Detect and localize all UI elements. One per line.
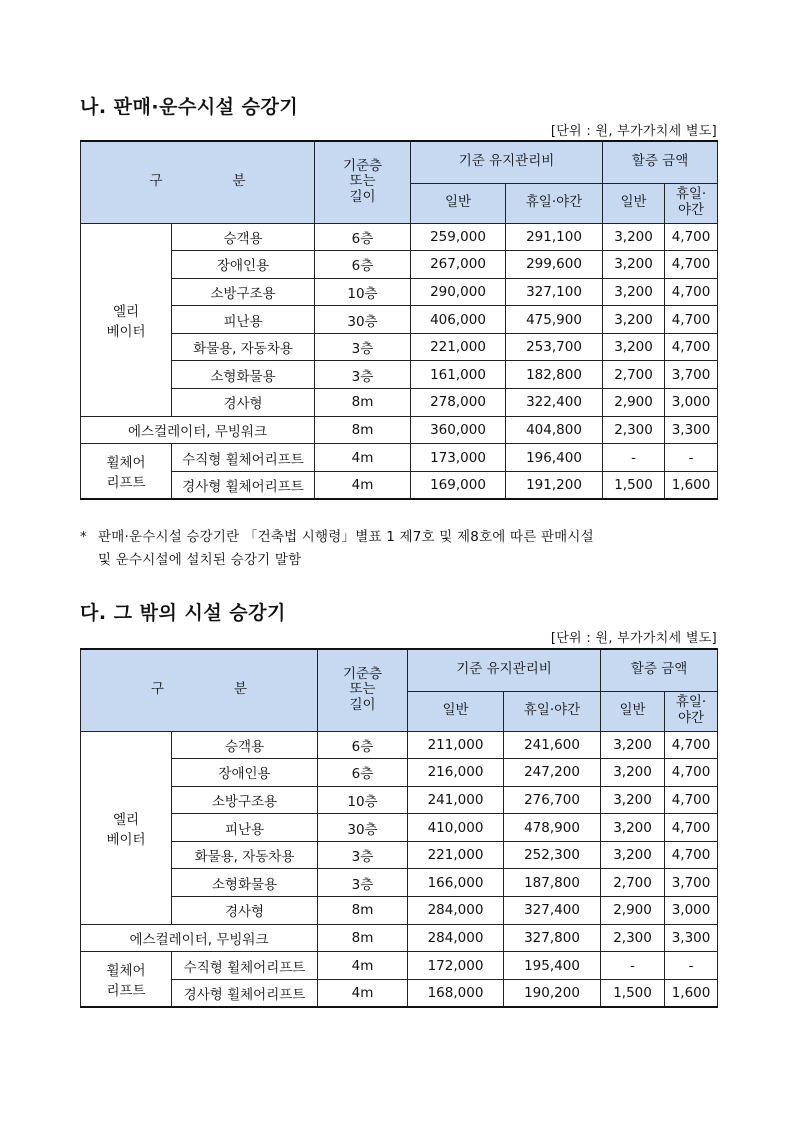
unit-note-sales: [단위 : 원, 부가가치세 별도] — [550, 124, 717, 139]
elevator-group-line: 엘리 — [112, 303, 140, 320]
floors-cell: 3층 — [315, 361, 411, 389]
floors-cell: 4m — [318, 979, 408, 1007]
table-row — [81, 897, 718, 925]
table-row — [81, 471, 718, 499]
fee-normal-cell: 216,000 — [408, 759, 504, 787]
surcharge-normal-cell: 3,200 — [603, 223, 665, 251]
type-cell: 소방구조용 — [172, 278, 315, 306]
fee-normal-cell: 221,000 — [411, 333, 506, 361]
surcharge-holiday-cell: 3,000 — [665, 897, 718, 925]
surcharge-holiday-cell: 4,700 — [665, 278, 718, 306]
surcharge-normal-cell: 2,300 — [601, 924, 665, 952]
fee-holiday-cell: 190,200 — [504, 979, 601, 1007]
fee-normal-cell: 172,000 — [408, 952, 504, 980]
holiday-night-header: 휴일·야간 — [506, 183, 603, 223]
type-cell: 승객용 — [172, 731, 318, 759]
floors-cell: 10층 — [318, 786, 408, 814]
fee-holiday-cell: 191,200 — [506, 471, 603, 499]
floors-header-line: 기준층 — [342, 157, 383, 174]
surcharge-normal-cell: 2,900 — [601, 897, 665, 925]
table-row — [81, 444, 718, 472]
fee-holiday-cell: 478,900 — [504, 814, 601, 842]
fee-normal-cell: 360,000 — [411, 416, 506, 444]
surcharge-holiday-cell: 4,700 — [665, 814, 718, 842]
table-row — [81, 731, 718, 759]
fee-holiday-cell: 187,800 — [504, 869, 601, 897]
type-cell: 소형화물용 — [172, 869, 318, 897]
section-title-sales: 나. 판매·운수시설 승강기 — [80, 96, 299, 118]
fee-normal-cell: 410,000 — [408, 814, 504, 842]
surcharge-holiday-cell: 1,600 — [665, 979, 718, 1007]
gubun-header — [81, 649, 318, 731]
fee-normal-cell: 161,000 — [411, 361, 506, 389]
floors-header-line: 길이 — [349, 189, 376, 205]
table-row — [81, 416, 718, 444]
table-row — [81, 278, 718, 306]
surcharge-holiday-cell: 4,700 — [665, 759, 718, 787]
surcharge-holiday-line: 야간 — [677, 710, 705, 726]
surcharge-holiday-cell: 3,300 — [665, 416, 718, 444]
fee-normal-cell: 259,000 — [411, 223, 506, 251]
fee-holiday-cell: 322,400 — [506, 389, 603, 417]
floors-header-line: 또는 — [349, 173, 376, 190]
surcharge-holiday-cell: 4,700 — [665, 841, 718, 869]
surcharge-holiday-cell: - — [665, 444, 718, 472]
surcharge-holiday-cell: 4,700 — [665, 731, 718, 759]
surcharge-normal-cell: 3,200 — [603, 278, 665, 306]
surcharge-normal-cell: 3,200 — [601, 731, 665, 759]
section-title-other: 다. 그 밖의 시설 승강기 — [80, 602, 286, 624]
fee-normal-cell: 166,000 — [408, 869, 504, 897]
wheelchair-group-line: 휠체어 — [106, 455, 146, 472]
floors-cell: 6층 — [315, 223, 411, 251]
surcharge-normal-cell: 3,200 — [603, 306, 665, 334]
surcharge-holiday-cell: 4,700 — [665, 251, 718, 279]
type-cell: 피난용 — [172, 814, 318, 842]
floors-cell: 3층 — [315, 333, 411, 361]
footnote-star: * — [80, 529, 87, 545]
gubun-char-b: 분 — [232, 173, 246, 190]
floors-cell: 3층 — [318, 869, 408, 897]
fee-normal-cell: 169,000 — [411, 471, 506, 499]
fee-normal-cell: 267,000 — [411, 251, 506, 279]
type-cell: 소방구조용 — [172, 786, 318, 814]
fee-holiday-cell: 327,800 — [504, 924, 601, 952]
floors-cell: 6층 — [318, 759, 408, 787]
surcharge-holiday-header — [665, 183, 718, 223]
elevator-group-cell — [81, 731, 172, 924]
footnote-line1: 판매·운수시설 승강기란 「건축법 시행령」별표 1 제7호 및 제8호에 따른 판매시설 — [98, 529, 594, 545]
table-row — [81, 389, 718, 417]
surcharge-normal-cell: 1,500 — [603, 471, 665, 499]
fee-table-sales — [80, 140, 718, 500]
gubun-char-a: 구 — [149, 173, 163, 190]
fee-normal-cell: 284,000 — [408, 897, 504, 925]
surcharge-normal-cell: 3,200 — [601, 841, 665, 869]
base-fee-header: 기준 유지관리비 — [408, 649, 601, 691]
fee-holiday-cell: 241,600 — [504, 731, 601, 759]
elevator-group-cell — [81, 223, 172, 416]
wheelchair-group-line: 휠체어 — [106, 963, 146, 980]
escalator-type-cell: 에스컬레이터, 무빙워크 — [81, 924, 318, 952]
normal-header: 일반 — [411, 183, 506, 223]
type-cell: 경사형 휠체어리프트 — [172, 979, 318, 1007]
fee-normal-cell: 406,000 — [411, 306, 506, 334]
surcharge-holiday-cell: 1,600 — [665, 471, 718, 499]
elevator-group-line: 베이터 — [106, 323, 146, 340]
base-fee-header: 기준 유지관리비 — [411, 141, 603, 183]
surcharge-holiday-cell: 3,000 — [665, 389, 718, 417]
surcharge-normal-cell: 3,200 — [601, 759, 665, 787]
surcharge-normal-cell: 3,200 — [603, 333, 665, 361]
type-cell: 수직형 휠체어리프트 — [172, 444, 315, 472]
elevator-group-line: 베이터 — [106, 831, 146, 848]
type-cell: 장애인용 — [172, 759, 318, 787]
type-cell: 피난용 — [172, 306, 315, 334]
fee-holiday-cell: 327,400 — [504, 897, 601, 925]
fee-holiday-cell: 327,100 — [506, 278, 603, 306]
wheelchair-group-line: 리프트 — [106, 475, 146, 492]
fee-normal-cell: 284,000 — [408, 924, 504, 952]
table-row — [81, 979, 718, 1007]
surcharge-normal-cell: - — [601, 952, 665, 980]
unit-note-other: [단위 : 원, 부가가치세 별도] — [550, 631, 717, 646]
surcharge-holiday-line: 휴일· — [675, 694, 707, 711]
type-cell: 장애인용 — [172, 251, 315, 279]
floors-cell: 4m — [315, 444, 411, 472]
surcharge-holiday-line: 휴일· — [675, 186, 707, 203]
floors-header-line: 기준층 — [342, 665, 383, 682]
table-row — [81, 952, 718, 980]
surcharge-normal-cell: 1,500 — [601, 979, 665, 1007]
type-cell: 경사형 — [172, 389, 315, 417]
surcharge-holiday-header — [665, 691, 718, 731]
surcharge-header: 할증 금액 — [601, 649, 718, 691]
fee-holiday-cell: 276,700 — [504, 786, 601, 814]
fee-holiday-cell: 299,600 — [506, 251, 603, 279]
escalator-type-cell: 에스컬레이터, 무빙워크 — [81, 416, 315, 444]
floors-cell: 4m — [318, 952, 408, 980]
floors-cell: 8m — [318, 897, 408, 925]
wheelchair-group-cell — [81, 952, 172, 1007]
surcharge-holiday-line: 야간 — [677, 202, 705, 218]
table-row — [81, 333, 718, 361]
surcharge-normal-header: 일반 — [603, 183, 665, 223]
floors-cell: 8m — [315, 389, 411, 417]
floors-cell: 3층 — [318, 841, 408, 869]
wheelchair-group-line: 리프트 — [106, 983, 146, 1000]
floors-header-line: 또는 — [349, 681, 376, 698]
floors-cell: 4m — [315, 471, 411, 499]
fee-holiday-cell: 247,200 — [504, 759, 601, 787]
floors-cell: 6층 — [318, 731, 408, 759]
surcharge-holiday-cell: 4,700 — [665, 306, 718, 334]
floors-cell: 8m — [318, 924, 408, 952]
floors-header-line: 길이 — [349, 697, 376, 713]
fee-normal-cell: 290,000 — [411, 278, 506, 306]
surcharge-normal-header: 일반 — [601, 691, 665, 731]
floors-cell: 8m — [315, 416, 411, 444]
floors-cell: 10층 — [315, 278, 411, 306]
type-cell: 승객용 — [172, 223, 315, 251]
holiday-night-header: 휴일·야간 — [504, 691, 601, 731]
wheelchair-group-cell — [81, 444, 172, 499]
surcharge-holiday-cell: 4,700 — [665, 333, 718, 361]
footnote — [80, 526, 720, 572]
footnote-line2: 및 운수시설에 설치된 승강기 말함 — [98, 552, 302, 568]
surcharge-normal-cell: 2,700 — [601, 869, 665, 897]
type-cell: 화물용, 자동차용 — [172, 841, 318, 869]
surcharge-holiday-cell: 3,300 — [665, 924, 718, 952]
fee-table-other — [80, 648, 718, 1008]
surcharge-normal-cell: 3,200 — [601, 786, 665, 814]
floors-cell: 30층 — [315, 306, 411, 334]
surcharge-normal-cell: 2,300 — [603, 416, 665, 444]
floors-header — [318, 649, 408, 731]
table-row — [81, 306, 718, 334]
type-cell: 경사형 휠체어리프트 — [172, 471, 315, 499]
fee-holiday-cell: 252,300 — [504, 841, 601, 869]
type-cell: 화물용, 자동차용 — [172, 333, 315, 361]
fee-normal-cell: 221,000 — [408, 841, 504, 869]
gubun-char-b: 분 — [234, 681, 248, 698]
fee-normal-cell: 241,000 — [408, 786, 504, 814]
table-row — [81, 223, 718, 251]
fee-holiday-cell: 195,400 — [504, 952, 601, 980]
fee-normal-cell: 168,000 — [408, 979, 504, 1007]
surcharge-holiday-cell: 3,700 — [665, 361, 718, 389]
fee-holiday-cell: 291,100 — [506, 223, 603, 251]
fee-normal-cell: 211,000 — [408, 731, 504, 759]
floors-cell: 30층 — [318, 814, 408, 842]
fee-holiday-cell: 253,700 — [506, 333, 603, 361]
surcharge-holiday-cell: 3,700 — [665, 869, 718, 897]
surcharge-normal-cell: 3,200 — [601, 814, 665, 842]
table-row — [81, 869, 718, 897]
gubun-header — [81, 141, 315, 223]
table-row — [81, 841, 718, 869]
table-row — [81, 361, 718, 389]
surcharge-holiday-cell: - — [665, 952, 718, 980]
table-row — [81, 814, 718, 842]
table-row — [81, 786, 718, 814]
surcharge-normal-cell: 2,700 — [603, 361, 665, 389]
surcharge-normal-cell: 3,200 — [603, 251, 665, 279]
fee-holiday-cell: 196,400 — [506, 444, 603, 472]
surcharge-normal-cell: 2,900 — [603, 389, 665, 417]
fee-holiday-cell: 475,900 — [506, 306, 603, 334]
gubun-char-a: 구 — [150, 681, 164, 698]
elevator-group-line: 엘리 — [112, 811, 140, 828]
fee-normal-cell: 173,000 — [411, 444, 506, 472]
type-cell: 소형화물용 — [172, 361, 315, 389]
surcharge-holiday-cell: 4,700 — [665, 223, 718, 251]
surcharge-header: 할증 금액 — [603, 141, 718, 183]
type-cell: 경사형 — [172, 897, 318, 925]
surcharge-holiday-cell: 4,700 — [665, 786, 718, 814]
fee-holiday-cell: 182,800 — [506, 361, 603, 389]
type-cell: 수직형 휠체어리프트 — [172, 952, 318, 980]
fee-holiday-cell: 404,800 — [506, 416, 603, 444]
fee-normal-cell: 278,000 — [411, 389, 506, 417]
surcharge-normal-cell: - — [603, 444, 665, 472]
normal-header: 일반 — [408, 691, 504, 731]
floors-header — [315, 141, 411, 223]
floors-cell: 6층 — [315, 251, 411, 279]
table-row — [81, 251, 718, 279]
table-row — [81, 924, 718, 952]
table-row — [81, 759, 718, 787]
